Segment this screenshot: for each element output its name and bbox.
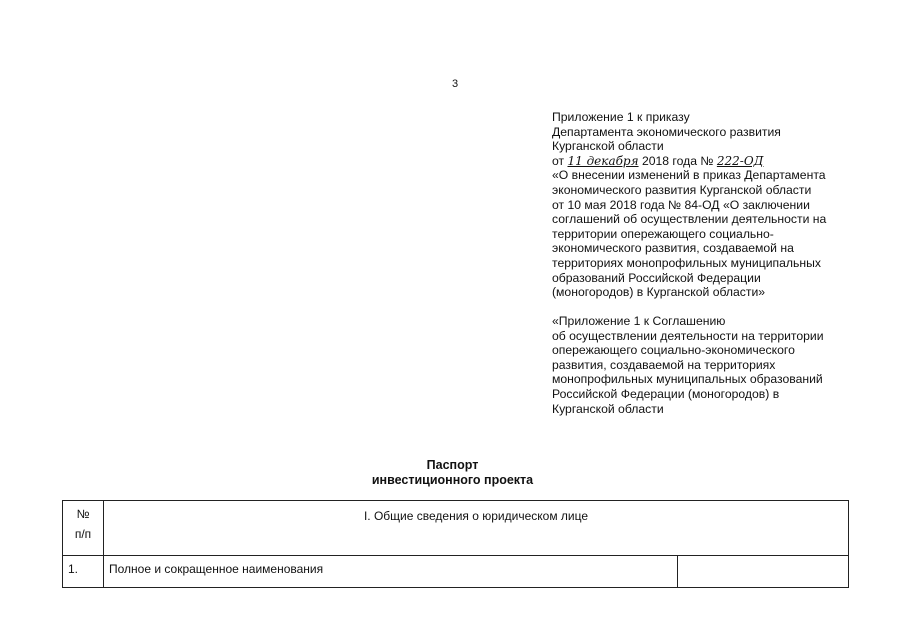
annex-line: (моногородов) в Курганской области» [552, 285, 766, 300]
handwritten-date: 11 декабря [567, 153, 639, 168]
agreement-line: Курганской области [552, 401, 664, 416]
section-header-cell [104, 501, 849, 556]
title-line: инвестиционного проекта [371, 473, 534, 487]
passport-table [62, 500, 849, 588]
agreement-annex [552, 314, 852, 416]
row-number: 1. [63, 556, 104, 588]
annex-line: территориях монопрофильных муниципальных [552, 255, 821, 270]
handwritten-number: 222-ОД [716, 153, 764, 168]
row-label: Полное и сокращенное наименования [104, 556, 678, 588]
row-value [678, 556, 849, 588]
annex-line: экономического развития, создаваемой на [552, 241, 794, 256]
date-prefix: от [552, 153, 565, 168]
agreement-line: монопрофильных муниципальных образований [552, 372, 823, 387]
agreement-line: опережающего социально-экономического [552, 343, 795, 358]
annex-line: экономического развития Курганской области [552, 182, 812, 197]
annex-line: Курганской области [552, 139, 664, 154]
annex-line: территории опережающего социально- [552, 226, 774, 241]
annex-date-line [552, 154, 852, 169]
num-header-cell [63, 501, 104, 556]
title-line: Паспорт [426, 458, 479, 472]
annex-line: соглашений об осуществлении деятельности на [552, 212, 827, 227]
num-header-label: п/п [74, 527, 92, 541]
date-suffix: 2018 года № [641, 153, 714, 168]
agreement-line: об осуществлении деятельности на территории [552, 328, 824, 343]
agreement-line: развития, создаваемой на территориях [552, 357, 776, 372]
num-header-symbol: № [76, 507, 90, 521]
table-header-row [63, 501, 849, 556]
agreement-line: Российской Федерации (моногородов) в [552, 386, 780, 401]
agreement-line: «Приложение 1 к Соглашению [552, 314, 726, 328]
annex-line: Департамента экономического развития [552, 124, 781, 139]
document-title [0, 458, 905, 488]
annex-line: образований Российской Федерации [552, 270, 761, 285]
page-number: 3 [452, 78, 459, 90]
annex-header [552, 110, 852, 300]
table-row [63, 556, 849, 588]
annex-line: от 10 мая 2018 года № 84-ОД «О заключении [552, 197, 810, 212]
annex-line: Приложение 1 к приказу [552, 110, 690, 124]
annex-line: «О внесении изменений в приказ Департамента [552, 168, 826, 183]
section-header: I. Общие сведения о юридическом лице [363, 509, 589, 523]
